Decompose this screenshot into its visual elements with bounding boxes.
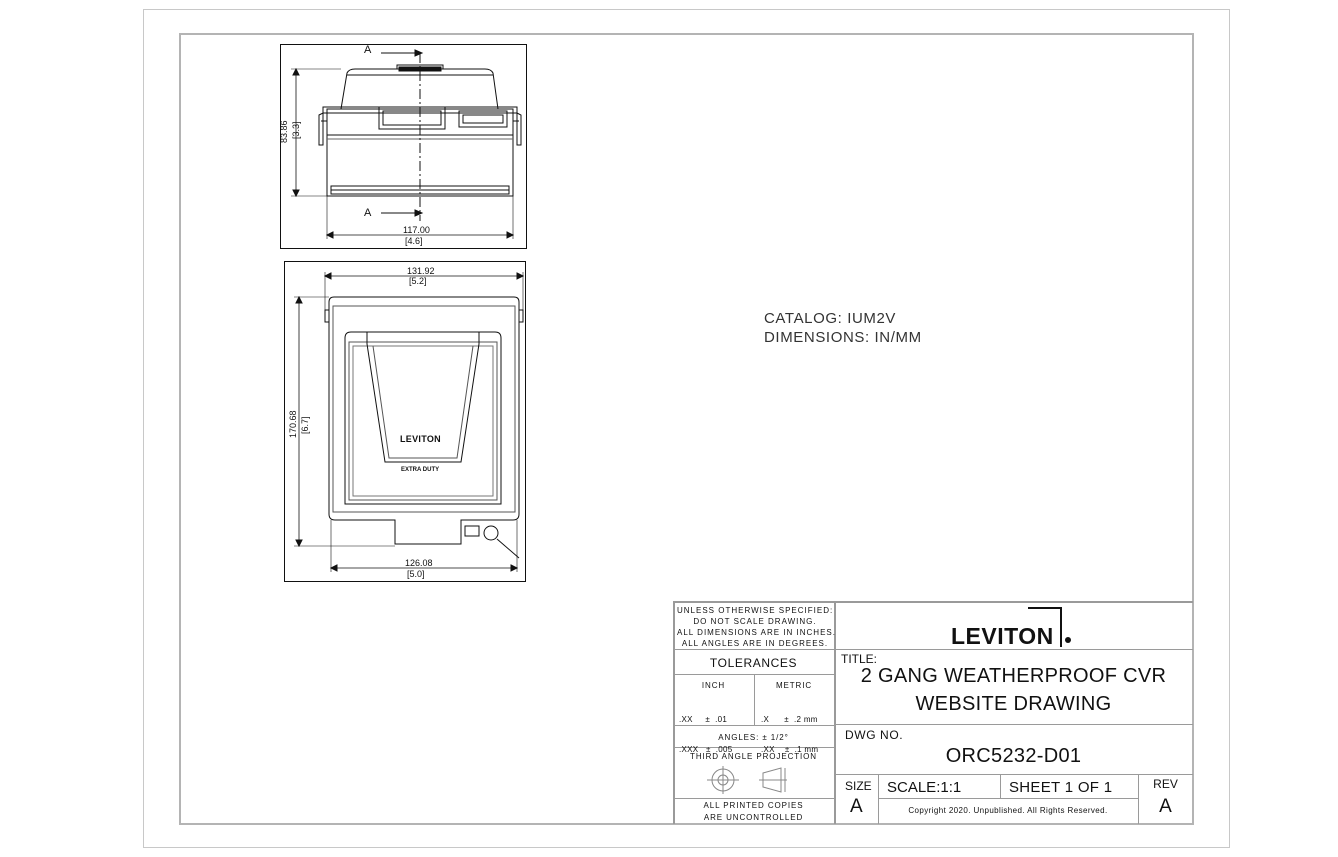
- front-top-width-in: [5.2]: [409, 276, 427, 286]
- top-height-mm: 83.86: [279, 120, 289, 143]
- size-label: SIZE: [845, 779, 872, 793]
- dwg-no-label: DWG NO.: [845, 728, 904, 742]
- inch-row: .XXX ± .005: [679, 745, 733, 754]
- front-height-in: [6.7]: [300, 416, 310, 434]
- angles-tolerance: ANGLES: ± 1/2°: [718, 733, 789, 742]
- dwg-no-value: ORC5232-D01: [945, 745, 1082, 767]
- top-width-mm: 117.00: [403, 225, 430, 235]
- scale-value: SCALE:1:1: [887, 779, 962, 796]
- dimensions-line: DIMENSIONS: IN/MM: [764, 329, 922, 346]
- top-height-in: [3.3]: [291, 121, 301, 139]
- front-bottom-width-mm: 126.08: [405, 558, 433, 568]
- rev-value: A: [1159, 796, 1172, 817]
- title-line-2: WEBSITE DRAWING: [915, 693, 1112, 715]
- registered-mark-icon: [1065, 637, 1071, 643]
- top-width-in: [4.6]: [405, 236, 423, 246]
- front-top-width-mm: 131.92: [407, 266, 435, 276]
- metric-label: METRIC: [775, 681, 813, 690]
- metric-row: .XX ± .1 mm: [761, 745, 819, 754]
- printed-copies-line: ALL PRINTED COPIES: [703, 801, 804, 810]
- note-line: UNLESS OTHERWISE SPECIFIED:: [677, 606, 834, 615]
- projection-label: THIRD ANGLE PROJECTION: [690, 752, 817, 761]
- product-label-text: EXTRA DUTY: [401, 467, 440, 473]
- note-line: ALL ANGLES ARE IN DEGREES.: [681, 639, 829, 648]
- front-bottom-width-in: [5.0]: [407, 569, 425, 579]
- front-view-drawing: [285, 262, 525, 581]
- tolerances-label: TOLERANCES: [709, 656, 798, 670]
- inch-label: INCH: [701, 681, 726, 690]
- copyright-notice: Copyright 2020. Unpublished. All Rights Reserved.: [908, 806, 1108, 815]
- section-label-bottom: A: [364, 207, 372, 219]
- general-notes: [677, 605, 836, 649]
- size-value: A: [850, 796, 863, 817]
- printed-copies-line: ARE UNCONTROLLED: [703, 813, 804, 822]
- title-line-1: 2 GANG WEATHERPROOF CVR: [860, 665, 1167, 687]
- note-line: DO NOT SCALE DRAWING.: [693, 617, 817, 626]
- front-height-mm: 170.68: [288, 410, 298, 438]
- metric-row: .X ± .2 mm: [761, 715, 818, 724]
- product-logo-text: LEVITON: [400, 434, 441, 444]
- front-view-frame: [284, 261, 526, 582]
- section-label-top: A: [364, 44, 372, 56]
- top-view-drawing: [281, 45, 526, 248]
- inch-row: .XX ± .01: [679, 715, 728, 724]
- top-view-frame: [280, 44, 527, 249]
- third-angle-projection-icon: [703, 765, 813, 795]
- title-block: [673, 601, 1193, 825]
- title-label: TITLE:: [841, 652, 878, 666]
- sheet-value: SHEET 1 OF 1: [1009, 779, 1113, 796]
- catalog-line: CATALOG: IUM2V: [764, 310, 897, 327]
- catalog-info: [764, 309, 922, 347]
- note-line: ALL DIMENSIONS ARE IN INCHES.: [677, 628, 836, 637]
- brand-logo-text: LEVITON: [951, 623, 1054, 649]
- rev-label: REV: [1153, 777, 1178, 791]
- printed-copies-note: [673, 800, 834, 824]
